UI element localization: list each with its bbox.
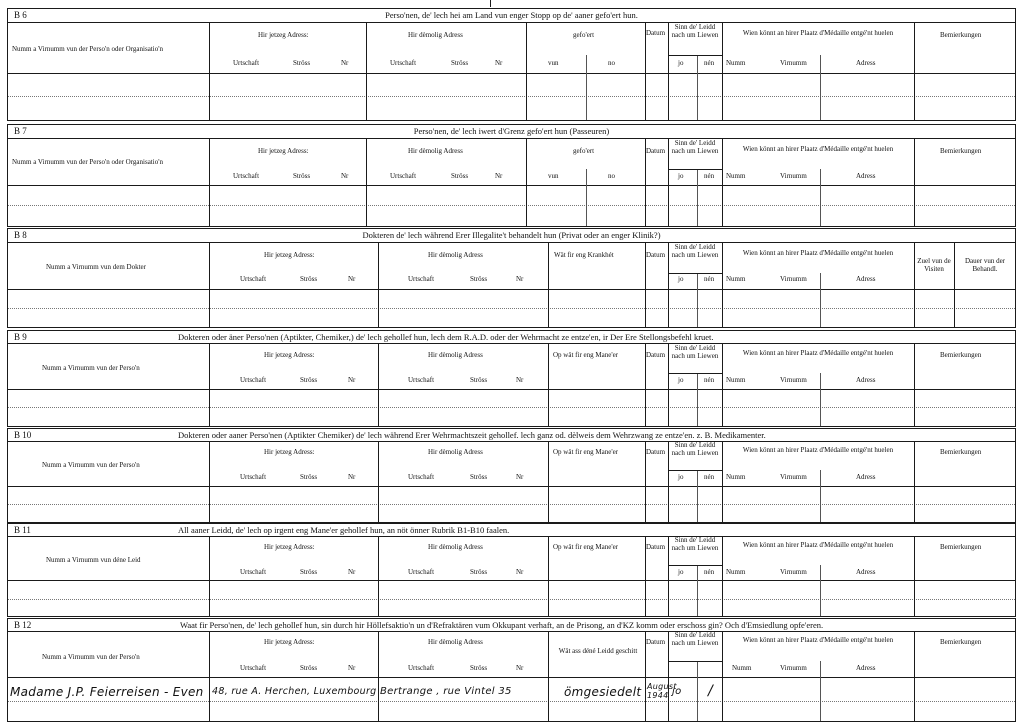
section-b8 [7,228,1016,328]
header-bemierkungen: Bemierkungen [940,448,982,456]
header-nr: Nr [348,568,356,576]
header-ortschaft: Urtschaft [240,473,267,481]
header-current-address: Hir jetzeg Adress: [264,351,315,359]
header-ortschaft: Urtschaft [408,376,435,384]
header-nr: Nr [495,172,503,180]
entry-current-address: 48, rue A. Herchen, Luxembourg [212,686,377,697]
section-code: B 12 [14,620,32,630]
entry-what-happened: ömgesiedelt [564,685,642,699]
section-code: B 10 [14,430,32,440]
section-code: B 6 [14,10,27,20]
header-ortschaft: Urtschaft [408,473,435,481]
header-no: no [608,59,615,67]
header-no: no [608,172,615,180]
header-datum: Datum [646,251,666,259]
header-former-address: Hir dèmolig Adress [428,543,483,551]
header-stross: Ströss [300,473,318,481]
header-medaille: Wien könnt an hirer Plaatz d'Médaille entgé'nt huelen [742,349,894,357]
header-nr: Nr [348,664,356,672]
header-maneier: Op wät fir eng Mane'er [553,448,619,456]
section-b6 [7,8,1016,121]
header-nr: Nr [495,59,503,67]
header-nr: Nr [348,275,356,283]
header-stross: Ströss [300,376,318,384]
header-numm: Numm [726,172,746,180]
header-virnumm: Virnumm [780,172,807,180]
header-stross: Ströss [300,664,318,672]
header-datum: Datum [646,29,666,37]
header-current-address: Hir jetzeg Adress: [264,638,315,646]
header-bemierkungen: Bemierkungen [940,31,982,39]
header-jo: jo [678,275,684,283]
header-numm: Numm [726,473,746,481]
header-zuel: Zuel vun de Visiten [917,257,951,273]
entry-former-address: Bertrange , rue Vintel 35 [380,686,512,697]
header-nr: Nr [516,275,524,283]
header-adress: Adress [856,664,876,672]
header-gefoert: gefo'ert [573,147,595,155]
header-bemierkungen: Bemierkungen [940,543,982,551]
header-virnumm: Virnumm [780,59,807,67]
header-sinn: Sinn de' Leidd nach um Liewen [671,441,719,457]
header-current-address: Hir jetzeg Adress: [264,251,315,259]
header-jo: jo [678,568,684,576]
section-title: Dokteren oder aaner Perso'nen (Aptikter Chemiker) de' lech während Erer Wehrmachtszeit gehollef. lech ganz od. dèlweis dem Wehrzwang ze entze'en. z. B. Medikamenter. [178,430,766,440]
header-ortschaft: Urtschaft [240,568,267,576]
header-jo: jo [678,473,684,481]
header-current-address: Hir jetzeg Adress: [264,543,315,551]
header-sinn: Sinn de' Leidd nach um Liewen [671,243,719,259]
section-title: Perso'nen, de' lech iwert d'Grenz gefo'ert hun (Passeuren) [413,126,610,136]
header-stross: Ströss [300,275,318,283]
header-name: Numm a Virnumm vun der Perso'n oder Organisatio'n [12,158,163,166]
header-leidd-geschitt: Wät ass déné Leidd geschitt [558,647,638,655]
header-bemierkungen: Bemierkungen [940,638,982,646]
header-current-address: Hir jetzeg Adress: [258,31,309,39]
header-former-address: Hir dèmolig Adress [428,638,483,646]
header-current-address: Hir jetzeg Adress: [258,147,309,155]
section-b10 [7,428,1016,523]
header-ortschaft: Urtschaft [408,664,435,672]
section-code: B 8 [14,230,27,240]
header-adress: Adress [856,376,876,384]
header-medaille: Wien könnt an hirer Plaatz d'Médaille entgé'nt huelen [742,249,894,257]
header-adress: Adress [856,59,876,67]
header-stross: Ströss [470,568,488,576]
header-former-address: Hir dèmolig Adress [408,147,463,155]
section-code: B 11 [14,525,31,535]
header-stross: Ströss [470,473,488,481]
section-title: Dokteren de' lech während Erer Illegalite't behandelt hun (Privat oder an enger Klinik?) [362,230,661,240]
header-sinn: Sinn de' Leidd nach um Liewen [671,139,719,155]
header-datum: Datum [646,448,666,456]
header-nen: nén [704,172,715,180]
header-virnumm: Virnumm [780,664,807,672]
header-ortschaft: Urtschaft [390,172,417,180]
header-ortschaft: Urtschaft [408,568,435,576]
section-b12 [7,618,1016,722]
header-nr: Nr [516,473,524,481]
section-title: All aaner Leidd, de' lech op irgent eng Mane'er gehollef hun, an nöt önner Rubrik B1-B10 faalen. [178,525,510,535]
header-sinn: Sinn de' Leidd nach um Liewen [671,631,719,647]
header-former-address: Hir dèmolig Adress [428,251,483,259]
header-maneier: Op wät fir eng Mane'er [553,543,619,551]
section-title: Waat fir Perso'nen, de' lech gehollef hun, sin durch hir Höllefsaktio'n un d'Refraktären vum Okkupant verhaft, an de Prisong, an d'KZ komm oder erschoss gin? Och d'Emsiedlung opfe'eren. [180,620,824,630]
header-jo: jo [678,172,684,180]
header-virnumm: Virnumm [780,275,807,283]
header-nen: nén [704,568,715,576]
entry-jo-mark: jo [672,686,682,697]
header-stross: Ströss [470,275,488,283]
header-nr: Nr [341,59,349,67]
header-stross: Ströss [470,376,488,384]
header-stross: Ströss [451,59,469,67]
header-numm: Numm [726,568,746,576]
header-ortschaft: Urtschaft [233,59,260,67]
header-name-person: Numm a Virnumm vun der Perso'n [42,653,140,661]
header-dauer: Dauer vun der Behandl. [964,257,1006,273]
header-nr: Nr [516,376,524,384]
header-datum: Datum [646,543,666,551]
header-adress: Adress [856,275,876,283]
header-stross: Ströss [470,664,488,672]
header-name-dokter: Numm a Virnumm vun dem Dokter [46,263,146,271]
header-bemierkungen: Bemierkungen [940,351,982,359]
header-nen: nén [704,376,715,384]
header-nen: nén [704,473,715,481]
section-title: Dokteren oder äner Perso'nen (Aptikter, Chemiker,) de' lech gehollef hun, lech dem R.A.D. oder der Wehrmacht ze entze'en, ir Der Ere Stellongsbefehl kruet. [178,332,714,342]
header-bemierkungen: Bemierkungen [940,147,982,155]
header-adress: Adress [856,473,876,481]
header-krankheet: Wät fir eng Krankhét [554,251,614,259]
header-ortschaft: Urtschaft [233,172,260,180]
header-ortschaft: Urtschaft [390,59,417,67]
header-maneier: Op wät fir eng Mane'er [553,351,619,359]
entry-name: Madame J.P. Feierreisen - Even [10,685,204,699]
entry-date: August 1944 [647,682,677,700]
section-code: B 7 [14,126,27,136]
header-numm: Numm [726,376,746,384]
header-ortschaft: Urtschaft [240,275,267,283]
header-medaille: Wien könnt an hirer Plaatz d'Médaille entgé'nt huelen [742,446,894,454]
section-b9 [7,330,1016,427]
header-name: Numm a Virnumm vun der Perso'n oder Organisatio'n [12,45,163,53]
header-nr: Nr [516,664,524,672]
header-jo: jo [678,376,684,384]
header-sinn: Sinn de' Leidd nach um Liewen [671,536,719,552]
header-vun: vun [548,172,559,180]
header-adress: Adress [856,568,876,576]
header-datum: Datum [646,147,666,155]
header-ortschaft: Urtschaft [240,376,267,384]
header-stross: Ströss [293,59,311,67]
header-datum: Datum [646,638,666,646]
section-b11 [7,523,1016,617]
header-nr: Nr [516,568,524,576]
top-tick-mark [490,0,491,7]
header-ortschaft: Urtschaft [240,664,267,672]
header-medaille: Wien könnt an hirer Plaatz d'Médaille entgé'nt huelen [742,636,894,644]
header-nr: Nr [348,376,356,384]
header-ortschaft: Urtschaft [408,275,435,283]
section-title: Perso'nen, de' lech hei am Land vun enger Stopp op de' aaner gefo'ert hun. [385,10,638,20]
header-stross: Ströss [293,172,311,180]
header-sinn: Sinn de' Leidd nach um Liewen [671,344,719,360]
header-numm: Numm [726,275,746,283]
header-vun: vun [548,59,559,67]
header-former-address: Hir dèmolig Adress [428,448,483,456]
header-adress: Adress [856,172,876,180]
header-sinn: Sinn de' Leidd nach um Liewen [671,23,719,39]
header-datum: Datum [646,351,666,359]
entry-nen-mark: / [708,683,714,699]
header-numm: Numm [732,664,752,672]
header-medaille: Wien könnt an hirer Plaatz d'Médaille entgé'nt huelen [742,29,894,37]
header-current-address: Hir jetzeg Adress: [264,448,315,456]
header-virnumm: Virnumm [780,473,807,481]
header-stross: Ströss [451,172,469,180]
header-name-person: Numm a Virnumm vun der Perso'n [42,461,140,469]
header-nen: nén [704,275,715,283]
header-numm: Numm [726,59,746,67]
header-nen: nén [704,59,715,67]
section-code: B 9 [14,332,27,342]
header-medaille: Wien könnt an hirer Plaatz d'Médaille entgé'nt huelen [742,541,894,549]
header-former-address: Hir dèmolig Adress [428,351,483,359]
header-name-leid: Numm a Virnumm vun déne Leid [46,556,141,564]
header-medaille: Wien könnt an hirer Plaatz d'Médaille entgé'nt huelen [742,145,894,153]
header-virnumm: Virnumm [780,376,807,384]
header-stross: Ströss [300,568,318,576]
header-jo: jo [678,59,684,67]
header-virnumm: Virnumm [780,568,807,576]
header-former-address: Hir dèmolig Adress [408,31,463,39]
header-gefoert: gefo'ert [573,31,595,39]
section-b7 [7,124,1016,227]
header-name-person: Numm a Virnumm vun der Perso'n [42,364,140,372]
header-nr: Nr [341,172,349,180]
header-nr: Nr [348,473,356,481]
